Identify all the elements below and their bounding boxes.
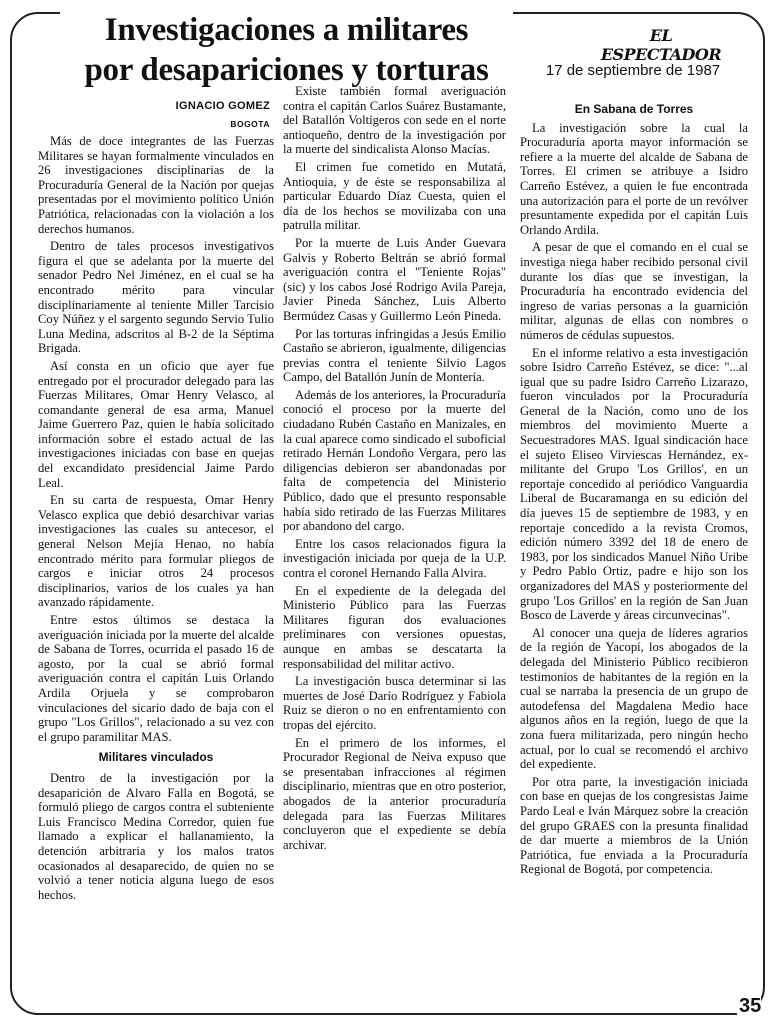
column-1 xyxy=(38,134,274,905)
headline-line-2: por desapariciones y torturas xyxy=(84,52,489,88)
paragraph: La investigación busca determinar si las muertes de José Darío Rodríguez y Fabiola Ruiz se dieron o no en enfrentamiento con tropas del ejército. xyxy=(283,674,506,732)
paragraph: Por la muerte de Luis Ander Guevara Galvis y Roberto Beltrán se abrió formal averiguación contra el "Teniente Rojas" (sic) y los cabos José Rodrigo Avila Pareja, Javier Pineda Sánchez, Luis Alberto Bermúdez Casas y Guillermo León Pineda. xyxy=(283,235,506,323)
paragraph: Al conocer una queja de líderes agrarios de la región de Yacopí, los abogados de la delegada del Ministerio Público recibieron testimonios de habitantes de la región en la cual se narraba la presencia de un grupo de autodefensa del Magdalena Medio hace algunos años en la región, luego de que la zona fuera militarizada, pero ningún hecho actual, por lo cual se recomendó el archivo del expediente. xyxy=(520,625,748,772)
paragraph: Entre los casos relacionados figura la investigación iniciada por queja de la U.P. contra el coronel Hernando Falla Alvira. xyxy=(283,536,506,580)
paragraph: Además de los anteriores, la Procuraduría conoció el proceso por la muerte del ciudadano Rubén Castaño en Manizales, en la cual aparece como sindicado el suboficial retirado Hernán Londoño Vergara, pero las diligencias debieron ser abandonadas por falta de competencia del Ministerio Público, dado que el presunto responsable había sido retirado de las Fuerzas Militares por abandono del cargo. xyxy=(283,387,506,534)
paragraph: Más de doce integrantes de las Fuerzas Militares se hayan formalmente vinculados en 26 investigaciones disciplinarias de la Procuraduría General de la Nación por quejas presentadas por el movimiento político Unión Patriótica, relacionadas con la violación a los derechos humanos. xyxy=(38,134,274,236)
section-subhead: Militares vinculados xyxy=(98,750,214,765)
section-subhead: En Sabana de Torres xyxy=(574,102,694,116)
paragraph: Por las torturas infringidas a Jesús Emilio Castaño se abrieron, igualmente, diligencias previas contra el teniente Silvio Lagos Campo, del Batallón Junín de Montería. xyxy=(283,326,506,385)
publication-date: 17 de septiembre de 1987 xyxy=(545,62,721,79)
paragraph: Entre estos últimos se destaca la averiguación iniciada por la muerte del alcalde de Sabana de Torres, ocurrida el pasado 16 de agosto, por la cual se abrió formal averiguación contra el capitán Luis Orlando Ardila Orjuela y se comprobaron vinculaciones del sicario dado de baja con el grupo "Los Grillos", relacionado a su vez con el grupo paramilitar MAS. xyxy=(38,613,274,744)
paragraph: Dentro de tales procesos investigativos figura el que se adelanta por la muerte del senador Pedro Nel Jiménez, en el cual se ha encontrado mérito para vincular disciplinariamente al teniente Miller Tarcisio Coy Núñez y el sargento segundo Servio Tulio Luna Medina, adscritos al B-2 de la Séptima Brigada. xyxy=(38,239,274,356)
paragraph: La investigación sobre la cual la Procuraduría aporta mayor información se refiere a la muerte del alcalde de Sabana de Torres. El crimen se atribuye a Isidro Carreño Estévez, a quien le fue encontrada una autorización para el porte de un revólver presuntamente expedida por el capitán Luis Orlando Ardila. xyxy=(520,120,748,237)
paragraph: En el primero de los informes, el Procurador Regional de Neiva expuso que se presentaban infracciones al régimen disciplinario, mientras que en otro posterior, abogados de la anterior procuraduría delegada para las Fuerzas Militares concluyeron que el expediente se debía archivar. xyxy=(283,735,506,852)
headline-line-1: Investigaciones a militares xyxy=(104,12,469,48)
paragraph: En el expediente de la delegada del Ministerio Público para las Fuerzas Militares figuran dos evaluaciones preliminares con versiones opuestas, aunque en ambas se descatarta la responsabilidad del militar activo. xyxy=(283,583,506,671)
paragraph: Existe también formal averiguación contra el capitán Carlos Suárez Bustamante, del Batallón Voltígeros con sede en el norte antioqueño, dentro de la investigación por la muerte del sindicalista Alonso Macías. xyxy=(283,84,506,157)
paragraph: En su carta de respuesta, Omar Henry Velasco explica que debió desarchivar varias investigaciones las cuales su antecesor, el general Nelson Mejía Henao, no había encontrado mérito para formular pliegos de cargos e iniciar otros 24 procesos disciplinarios, varios de los cuales ya han avanzado rápidamente. xyxy=(38,493,274,610)
paragraph: Dentro de la investigación por la desaparición de Alvaro Falla en Bogotá, se formuló pliego de cargos contra el subteniente Luis Francisco Medina Corredor, quien fue llamado a explicar el hallanamiento, la detención arbitraria y los malos tratos ocasionados al desaparecido, de quien no se volvió a tener noticia alguna luego de esos hechos. xyxy=(38,770,274,902)
paragraph: Por otra parte, la investigación iniciada con base en quejas de los congresistas Jaime Pardo Leal e Iván Márquez sobre la creación del grupo GRAES con la presunta finalidad de dar muerte a miembros de la Unión Patriótica, fue enviada a la Procuraduría Regional de Bogotá, por competencia. xyxy=(520,774,748,877)
paragraph: El crimen fue cometido en Mutatá, Antioquia, y de éste se responsabiliza al particular Eduardo Díaz Cuesta, quien el día de los hechos se movilizaba con una patrulla militar. xyxy=(283,159,506,233)
paragraph: En el informe relativo a esta investigación sobre Isidro Carreño Estévez, se dice: "...al igual que su padre Isidro Carreño Lizarazo, fueron vinculados por la Procuraduría General de la Nación, como uno de los miembros del movimiento Muerte a Secuestradores MAS. Igual sindicación hace el sujeto Eliseo Virviescas Hernández, ex-militante del Grupo 'Los Grillos', en un reportaje concedido al periódico Vanguardia Liberal de Bucaramanga en su edición del día jueves 15 de septiembre de 1983, y en reportaje concedido a la revista Cromos, edición número 3392 del 18 de enero de 1983, por los sindicados Manuel Niño Uribe y Pedro Pablo Ortiz, padre e hijo son los organizadores del MAS y posteriormente del grupo 'Los Grillos' en la región de San Juan Bosco de Laverde y áreas circunvecinas". xyxy=(520,345,748,623)
column-3 xyxy=(520,102,748,880)
dateline-city: BOGOTA xyxy=(230,119,270,129)
column-2 xyxy=(283,84,506,855)
paragraph: A pesar de que el comando en el cual se investiga niega haber recibido personal civil durante los días que se investigan, la Procuraduría ha encontrado evidencia del ingreso de varias personas a la guarnición militar, algunas de ellas con nombres o números de cédulas supuestos. xyxy=(520,240,748,342)
byline: IGNACIO GOMEZ xyxy=(175,100,270,112)
paragraph: Así consta en un oficio que ayer fue entregado por el procurador delegado para las Fuerzas Militares, Omar Henry Velasco, al comandante general de esa arma, Manuel Jaime Guerrero Paz, quien le había solicitado información sobre el estado actual de las investigaciones iniciadas con base en quejas del excandidato presidencial Jaime Pardo Leal. xyxy=(38,358,274,490)
page-number: 35 xyxy=(739,995,762,1017)
headline xyxy=(60,10,513,90)
newspaper-name: EL ESPECTADOR xyxy=(596,26,726,64)
